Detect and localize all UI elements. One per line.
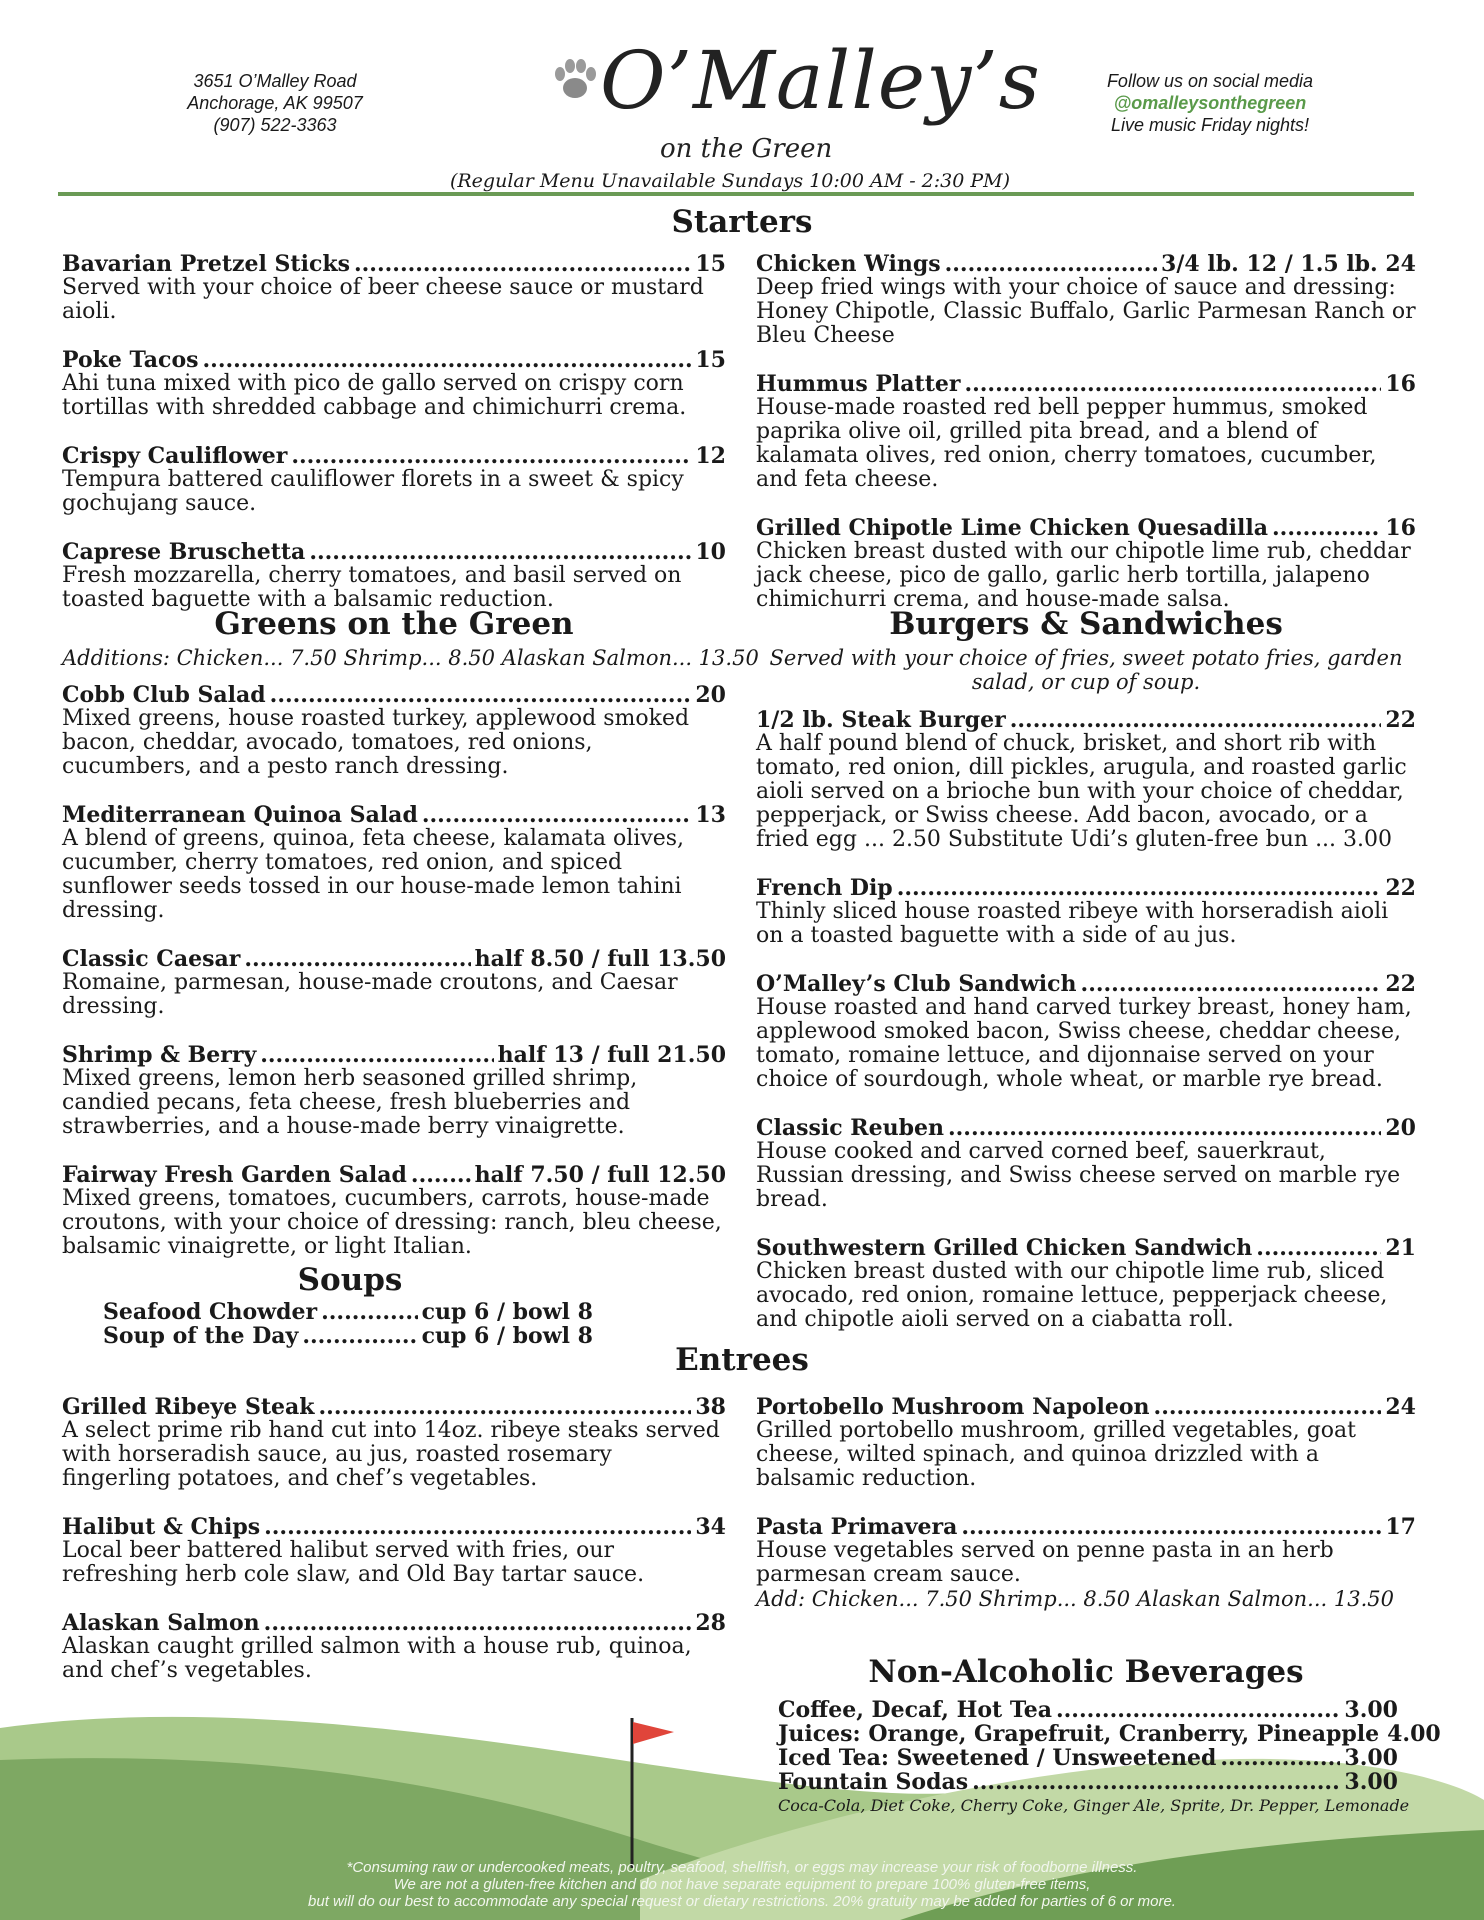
menu-item	[756, 1515, 1416, 1611]
item-price: 28	[695, 1610, 726, 1636]
menu-item	[756, 1395, 1416, 1491]
address-block	[150, 70, 400, 136]
menu-item	[103, 1300, 593, 1324]
item-name: Coffee, Decaf, Hot Tea	[778, 1697, 1052, 1723]
item-price: 3.00	[1344, 1745, 1398, 1771]
menu-item	[62, 947, 726, 1019]
menu-item	[756, 972, 1416, 1092]
social-line: Follow us on social media	[1106, 71, 1314, 91]
item-name: Crispy Cauliflower	[62, 443, 288, 469]
item-description: Local beer battered halibut served with fries, our refreshing herb cole slaw, and Old Bay tartar sauce.	[62, 1538, 645, 1587]
item-name: Classic Caesar	[62, 946, 241, 972]
item-price: 16	[1385, 371, 1416, 397]
item-price: 15	[695, 251, 726, 277]
item-description: Fresh mozzarella, cherry tomatoes, and basil served on toasted baguette with a balsamic reduction.	[62, 563, 682, 612]
item-description: Grilled portobello mushroom, grilled vegetables, goat cheese, wilted spinach, and quinoa drizzled with a balsamic reduction.	[756, 1418, 1356, 1491]
paw-print-icon	[550, 54, 600, 104]
live-music-line: Live music Friday nights!	[1110, 115, 1310, 135]
item-name: Poke Tacos	[62, 347, 199, 373]
item-description: Thinly sliced house roasted ribeye with horseradish aioli on a toasted baguette with a side of au jus.	[756, 899, 1389, 948]
item-name: Grilled Chipotle Lime Chicken Quesadilla	[756, 515, 1269, 541]
menu-item	[62, 1163, 726, 1259]
item-description: House-made roasted red bell pepper hummus, smoked paprika olive oil, grilled pita bread, and a blend of kalamata olives, red onion, cherry tomatoes, cucumber, and feta cheese.	[756, 395, 1377, 492]
item-name: Soup of the Day	[103, 1323, 299, 1349]
item-description: House roasted and hand carved turkey breast, honey ham, applewood smoked bacon, Swiss cheese, cheddar cheese, tomato, romaine lettuce, and dijonnaise served on your choice of sourdough, whole wheat, or marble rye bread.	[756, 995, 1412, 1092]
item-description: Mixed greens, lemon herb seasoned grilled shrimp, candied pecans, feta cheese, fresh blueberries and strawberries, and a house-made berry vinaigrette.	[62, 1066, 638, 1139]
menu-item	[756, 252, 1416, 348]
item-price: 17	[1385, 1514, 1416, 1540]
item-name: Portobello Mushroom Napoleon	[756, 1394, 1150, 1420]
soups-heading: Soups	[297, 1262, 403, 1298]
item-price: 12	[695, 443, 726, 469]
social-block	[1070, 70, 1350, 136]
item-description: Alaskan caught grilled salmon with a house rub, quinoa, and chef’s vegetables.	[62, 1634, 692, 1683]
menu-item	[62, 444, 726, 516]
item-description: A blend of greens, quinoa, feta cheese, kalamata olives, cucumber, cherry tomatoes, red onion, and spiced sunflower seeds tossed in our house-made lemon tahini dressing.	[62, 826, 685, 923]
menu-item	[756, 708, 1416, 852]
entrees-heading: Entrees	[675, 1342, 809, 1378]
item-price: 20	[1385, 1115, 1416, 1141]
item-name: Classic Reuben	[756, 1115, 944, 1141]
beverages-heading: Non-Alcoholic Beverages	[868, 1654, 1304, 1690]
menu-item	[62, 1043, 726, 1139]
header-divider	[58, 192, 1414, 196]
soups-list	[103, 1300, 593, 1348]
item-price: 38	[695, 1394, 726, 1420]
item-name: Juices: Orange, Grapefruit, Cranberry, Pineapple	[778, 1721, 1380, 1747]
item-price: half 7.50 / full 12.50	[474, 1162, 726, 1188]
greens-additions: Additions: Chicken... 7.50 Shrimp... 8.50 Alaskan Salmon... 13.50	[62, 646, 759, 670]
item-description: Mixed greens, house roasted turkey, applewood smoked bacon, cheddar, avocado, tomatoes, red onions, cucumbers, and a pesto ranch dressing.	[62, 706, 690, 779]
item-price: 10	[695, 539, 726, 565]
logo	[540, 30, 1041, 170]
entrees-left-column	[62, 1395, 726, 1683]
item-name: French Dip	[756, 875, 893, 901]
item-description: Chicken breast dusted with our chipotle lime rub, cheddar jack cheese, pico de gallo, garlic herb tortilla, jalapeno chimichurri crema, and house-made salsa.	[756, 539, 1411, 612]
menu-item	[62, 683, 726, 779]
item-name: 1/2 lb. Steak Burger	[756, 707, 1006, 733]
item-description: A half pound blend of chuck, brisket, and short rib with tomato, red onion, dill pickles, arugula, and roasted garlic aioli served on a brioche bun with your choice of cheddar, pepperjack, or Swiss cheese. Add bacon, avocado, or a fried egg ... 2.50 Substitute Udi’s gluten-free bun ... 3.00	[756, 731, 1407, 852]
item-description: House cooked and carved corned beef, sauerkraut, Russian dressing, and Swiss cheese served on marble rye bread.	[756, 1139, 1401, 1212]
menu-item	[756, 1116, 1416, 1212]
item-name: Mediterranean Quinoa Salad	[62, 802, 418, 828]
burgers-heading: Burgers & Sandwiches	[889, 606, 1283, 642]
menu-item	[756, 876, 1416, 948]
menu-item	[756, 1236, 1416, 1332]
footer-line2: We are not a gluten-free kitchen and do not have separate equipment to prepare 100% gluten-free items,	[393, 1876, 1091, 1893]
item-description: Romaine, parmesan, house-made croutons, and Caesar dressing.	[62, 970, 678, 1019]
address-line2: Anchorage, AK 99507	[187, 93, 363, 113]
item-description: Deep fried wings with your choice of sauce and dressing: Honey Chipotle, Classic Buffalo, Garlic Parmesan Ranch or Bleu Cheese	[756, 275, 1416, 348]
menu-item	[778, 1721, 1441, 1747]
starters-heading: Starters	[671, 204, 813, 240]
item-name: Shrimp & Berry	[62, 1042, 257, 1068]
item-name: Fairway Fresh Garden Salad	[62, 1162, 407, 1188]
item-price: cup 6 / bowl 8	[421, 1299, 593, 1325]
menu-item	[103, 1324, 593, 1348]
menu-item	[778, 1770, 1398, 1794]
menu-item	[62, 1515, 726, 1587]
footer-line3: but will do our best to accommodate any special request or dietary restrictions. 20% gratuity may be added for parties of 6 or more.	[308, 1893, 1176, 1910]
item-price: 20	[695, 682, 726, 708]
menu-item	[778, 1698, 1398, 1722]
entrees-right-column	[756, 1395, 1416, 1611]
item-name: Pasta Primavera	[756, 1514, 958, 1540]
item-price: cup 6 / bowl 8	[421, 1323, 593, 1349]
phone-number: (907) 522-3363	[213, 115, 337, 135]
item-name: Cobb Club Salad	[62, 682, 266, 708]
item-name: Alaskan Salmon	[62, 1610, 260, 1636]
item-name: Fountain Sodas	[778, 1769, 969, 1795]
item-price: 13	[695, 802, 726, 828]
golf-flag-icon	[628, 1718, 678, 1868]
item-price: half 13 / full 21.50	[497, 1042, 726, 1068]
burgers-column	[756, 708, 1416, 1332]
item-name: Grilled Ribeye Steak	[62, 1394, 315, 1420]
item-price: 24	[1385, 1394, 1416, 1420]
item-price: 3.00	[1344, 1697, 1398, 1723]
menu-item	[756, 372, 1416, 492]
menu-item	[62, 348, 726, 420]
item-description: House vegetables served on penne pasta in an herb parmesan cream sauce.	[756, 1538, 1334, 1587]
menu-item	[62, 803, 726, 923]
item-price: 15	[695, 347, 726, 373]
item-name: Halibut & Chips	[62, 1514, 261, 1540]
greens-column	[62, 683, 726, 1259]
soda-list: Coca-Cola, Diet Coke, Cherry Coke, Ginger Ale, Sprite, Dr. Pepper, Lemonade	[778, 1796, 1410, 1815]
item-name: Iced Tea: Sweetened / Unsweetened	[778, 1745, 1217, 1771]
item-price: 4.00	[1387, 1721, 1441, 1747]
menu-item	[756, 516, 1416, 612]
footer-line1: *Consuming raw or undercooked meats, poultry, seafood, shellfish, or eggs may increase your risk of foodborne illness.	[346, 1859, 1138, 1876]
item-name: Seafood Chowder	[103, 1299, 318, 1325]
menu-item	[62, 1395, 726, 1491]
beverages-list	[778, 1697, 1441, 1818]
item-name: Southwestern Grilled Chicken Sandwich	[756, 1235, 1253, 1261]
item-price: 3.00	[1344, 1769, 1398, 1795]
item-name: O’Malley’s Club Sandwich	[756, 971, 1077, 997]
item-description: Tempura battered cauliflower florets in a sweet & spicy gochujang sauce.	[62, 467, 684, 516]
logo-subtitle: on the Green	[660, 134, 833, 164]
item-name: Bavarian Pretzel Sticks	[62, 251, 350, 277]
item-price: 22	[1385, 875, 1416, 901]
item-price: 21	[1385, 1235, 1416, 1261]
item-price: 34	[695, 1514, 726, 1540]
footer-disclaimer	[160, 1859, 1324, 1910]
pasta-additions: Add: Chicken... 7.50 Shrimp... 8.50 Alaskan Salmon... 13.50	[756, 1587, 1394, 1611]
item-price: half 8.50 / full 13.50	[474, 946, 726, 972]
item-name: Hummus Platter	[756, 371, 961, 397]
menu-item	[62, 1611, 726, 1683]
starters-right-column	[756, 252, 1416, 612]
menu-item	[62, 252, 726, 324]
menu-item	[62, 540, 726, 612]
item-description: Served with your choice of beer cheese sauce or mustard aioli.	[62, 275, 704, 324]
burgers-subtitle: Served with your choice of fries, sweet potato fries, garden salad, or cup of soup.	[769, 646, 1403, 694]
item-description: Mixed greens, tomatoes, cucumbers, carrots, house-made croutons, with your choice of dressing: ranch, bleu cheese, balsamic vinaigrette, or light Italian.	[62, 1186, 722, 1259]
item-name: Chicken Wings	[756, 251, 941, 277]
item-description: Chicken breast dusted with our chipotle lime rub, sliced avocado, red onion, romaine lettuce, pepperjack cheese, and chipotle aioli served on a ciabatta roll.	[756, 1259, 1388, 1332]
starters-left-column	[62, 252, 726, 612]
logo-title: O’Malley’s	[600, 34, 1041, 127]
item-description: A select prime rib hand cut into 14oz. ribeye steaks served with horseradish sauce, au jus, roasted rosemary fingerling potatoes, and chef’s vegetables.	[62, 1418, 720, 1491]
item-name: Caprese Bruschetta	[62, 539, 306, 565]
item-price: 22	[1385, 971, 1416, 997]
item-price: 22	[1385, 707, 1416, 733]
item-price: 3/4 lb. 12 / 1.5 lb. 24	[1161, 251, 1416, 277]
menu-item	[778, 1746, 1398, 1770]
sunday-notice: (Regular Menu Unavailable Sundays 10:00 AM - 2:30 PM)	[449, 170, 1011, 192]
social-handle[interactable]: @omalleysonthegreen	[1113, 93, 1307, 113]
address-line1: 3651 O’Malley Road	[193, 71, 357, 91]
item-description: Ahi tuna mixed with pico de gallo served on crispy corn tortillas with shredded cabbage and chimichurri crema.	[62, 371, 687, 420]
item-price: 16	[1385, 515, 1416, 541]
greens-heading: Greens on the Green	[214, 606, 574, 642]
